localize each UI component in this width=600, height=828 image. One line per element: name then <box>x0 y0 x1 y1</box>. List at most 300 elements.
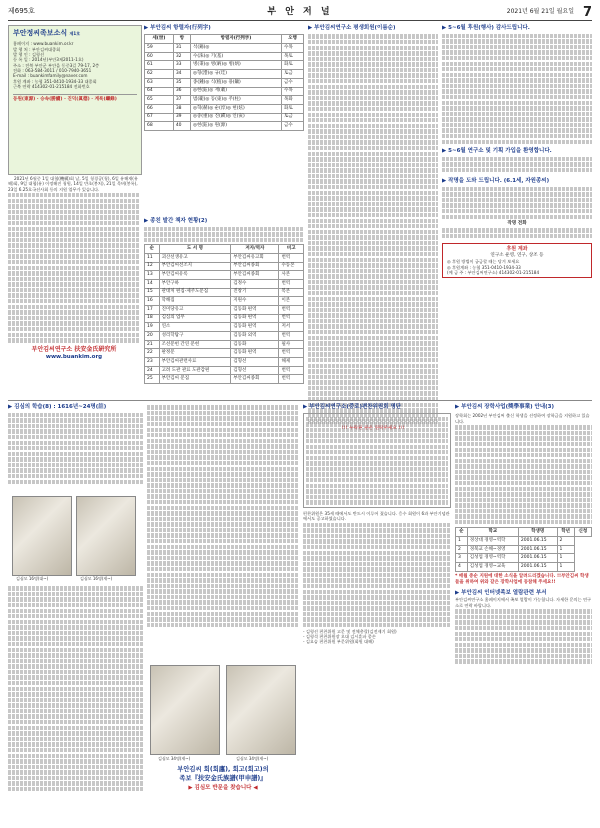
member-line <box>308 62 438 66</box>
table-cell: 금수 <box>281 78 303 87</box>
sec8-header-cell: 순 <box>456 528 468 537</box>
table-cell: 복본 <box>279 288 304 297</box>
member-line <box>308 280 438 284</box>
table-cell: 35 <box>173 78 190 87</box>
table-cell: 진미당유고 <box>159 305 231 314</box>
table-cell: 2 <box>557 537 574 546</box>
committee-line <box>306 461 448 465</box>
table-row <box>145 288 304 297</box>
committee-line <box>306 478 448 482</box>
table-cell: 토금 <box>281 70 303 79</box>
table-cell: 병(秉)◎ 병(昞)◎ 병(炳) <box>191 61 282 70</box>
table-cell: 2001.06.15 <box>518 554 557 563</box>
member-line <box>308 297 438 301</box>
table-cell: 4 <box>456 563 468 572</box>
member-line <box>308 196 438 200</box>
committee-line <box>306 450 448 454</box>
table-cell: 부안김씨종회 <box>231 375 279 384</box>
study-section <box>8 404 143 485</box>
member-line <box>308 152 438 156</box>
member-line <box>308 124 438 128</box>
masthead-info: 홈페이지 : www.buankim.or.kr 발 행 처 : 부안김씨대종회 발 행 인 : 김형선 등 록 일 : 2014년(부안3제2011-1호) 주소 : 전북 부안군 부안읍 동중3길 79-17, 2층 전화 : 063-584-3011 / 010-7940-3651 E-mail : buankimfamily@naver.com 후원 계좌 : 농협 351-0410-1934-33 대종회 근북 연락 414302-01-215184 전화번호 <box>13 41 100 89</box>
table-cell: ◎중(重)◎ 진(鎭)◎ 인(寅) <box>191 113 282 122</box>
member-line <box>308 79 438 83</box>
internet-genealogy-title: ▶ 부안김씨 인터넷족보 열람관련 부서 <box>455 589 547 596</box>
masthead-box <box>8 25 142 175</box>
member-line <box>308 347 438 351</box>
table-cell: 경상대 경영~역학 <box>467 537 518 546</box>
sec1-header-cell: 오행 <box>281 35 303 44</box>
member-line <box>308 113 438 117</box>
thanks-line <box>442 39 592 43</box>
table-cell: ◎현(鉉)◎ 재(載) <box>191 87 282 96</box>
intro-text: 2021년 6월중 1일 대협(機構)회 날, 5일 청경공(청), 6일 유해재(유해)회, 9일 대협(유) 이정해진 청원, 14일 반초(봉처), 21일 목버(봉록), 23일 6.25호국선사회 등의 지원 업무가 있습니다. 부안김씨연구소 扶安金氏硏究所 www.buankim.org <box>8 176 140 361</box>
naming-contact: 작명 전화 <box>507 221 527 227</box>
study-text-lower <box>8 585 143 793</box>
scholarship-table <box>455 527 592 571</box>
table-row <box>145 78 304 87</box>
table-cell: ◎현(鉉)◎ 원(源) <box>191 122 282 131</box>
thanks-line <box>442 112 592 116</box>
table-cell: 수(洙)◎ 기(基) <box>191 52 282 61</box>
table-cell: 김동화 외역 <box>231 332 279 341</box>
document-photo-4 <box>226 665 296 755</box>
table-cell: 62 <box>145 70 174 79</box>
member-line <box>308 207 438 211</box>
books-table <box>144 244 304 384</box>
table-cell: 번역 <box>279 366 304 375</box>
scholarship-section: ▶ 부안김씨 장학사업(獎學事業) 안내(3) 장학회는 2002년 부안김씨 출신 학생을 선정하여 장학금을 지원하고 있습니다. 순 학교 학생명 학년 신청 1 경상대 경영~역학 2001.06.15 2 2 경북교 손해~경영 2001.06.15 1 3 김성업 경영~역학 2001.06.15 1 4 김성업 경영~교육 2001.06.15 1 * 매월 중순 지원에 대한 소식을 알려드리겠습니다. !!부안김씨 학생들을 위하여 위와 같은 장학사업에 동참해 주세요!! ▶ 부안김씨 인터넷족보 열람관련 부서 부안김씨연구소 홈페이지에서 족보 열람이 가능합니다. 자세한 문의는 연구소로 연락 바랍니다. <box>455 404 592 665</box>
table-row <box>145 358 304 367</box>
member-line <box>308 191 438 195</box>
member-line <box>308 252 438 256</box>
table-cell: 김형선 <box>231 358 279 367</box>
member-line <box>308 230 438 234</box>
table-row <box>145 113 304 122</box>
table-cell: 부안김씨관련사료 <box>159 358 231 367</box>
table-cell: 김동화 편역 <box>231 323 279 332</box>
generation-table <box>144 34 304 131</box>
table-cell: 67 <box>145 113 174 122</box>
member-line <box>308 263 438 267</box>
table-cell: 판정문 <box>159 349 231 358</box>
table-row <box>145 253 304 262</box>
committee-line <box>306 433 448 437</box>
table-cell: ◎혁(赫)◎ 순(淳)◎ 현(炫) <box>191 104 282 113</box>
member-line <box>308 274 438 278</box>
sec2-header-cell: 순 <box>145 245 160 254</box>
table-cell: 석(錫)◎ <box>191 44 282 53</box>
members-title: ▶ 부안김씨연구소 평생회원(이름순) <box>308 25 396 31</box>
table-cell: 2001.06.15 <box>518 537 557 546</box>
table-cell: 61 <box>145 61 174 70</box>
table-cell: 31 <box>173 44 190 53</box>
member-line <box>308 324 438 328</box>
member-line <box>308 213 438 217</box>
member-line <box>308 140 438 144</box>
thanks-line <box>442 56 592 60</box>
member-line <box>308 302 438 306</box>
member-line <box>308 391 438 395</box>
table-cell: 금수 <box>281 122 303 131</box>
table-row <box>145 375 304 384</box>
table-cell: 번역 <box>279 349 304 358</box>
table-cell: 학해집 <box>159 297 231 306</box>
thanks-line <box>442 106 592 110</box>
member-line <box>308 352 438 356</box>
member-line <box>308 101 438 105</box>
table-cell: 1 <box>557 554 574 563</box>
member-line <box>308 386 438 390</box>
paper-title: 부 안 저 널 <box>267 7 333 17</box>
table-cell: 번역 <box>279 279 304 288</box>
committee-line <box>306 467 448 471</box>
table-cell: 20 <box>145 332 160 341</box>
table-cell: 목화 <box>281 96 303 105</box>
books-title: ▶ 종친 발간 책자 현황(2) <box>144 218 208 224</box>
table-row <box>145 332 304 341</box>
member-line <box>308 174 438 178</box>
table-cell: 부안김씨유록 <box>159 271 231 280</box>
table-row <box>145 52 304 61</box>
table-cell: 25 <box>145 375 160 384</box>
committee-line <box>306 439 448 443</box>
thanks-line <box>442 128 592 132</box>
sec1-header-row <box>145 35 304 44</box>
table-row <box>145 349 304 358</box>
committee-line <box>306 495 448 499</box>
committee-line <box>306 456 448 460</box>
table-cell: 연소 <box>159 323 231 332</box>
table-cell: 수목 <box>281 87 303 96</box>
sec2-header-row <box>145 245 304 254</box>
member-line <box>308 246 438 250</box>
table-cell: 21 <box>145 340 160 349</box>
thanks-line <box>442 140 592 144</box>
committee-line <box>306 484 448 488</box>
member-line <box>308 135 438 139</box>
join-title: ▶ 5~6월 연구소 및 기획 가입을 환영합니다. <box>442 147 552 154</box>
members-section <box>308 25 438 432</box>
thanks-line <box>442 89 592 93</box>
document-photo-2 <box>76 496 136 576</box>
thanks-line <box>442 95 592 99</box>
member-line <box>308 364 438 368</box>
table-cell: 김형선 <box>231 366 279 375</box>
institute-sign: 부안김씨연구소 扶安金氏硏究所 <box>31 345 117 353</box>
table-cell: 33 <box>173 61 190 70</box>
generation-section <box>144 25 304 131</box>
member-line <box>308 358 438 362</box>
table-cell: 2001.06.15 <box>518 545 557 554</box>
member-line <box>308 269 438 273</box>
table-cell: 39 <box>173 113 190 122</box>
scholarship-notice: * 매월 중순 지원에 대한 소식을 알려드리겠습니다. !!부안김씨 학생들을 위하여 위와 같은 장학사업에 동참해 주세요!! <box>455 573 589 585</box>
table-cell: 해제 <box>279 358 304 367</box>
thanks-line <box>442 84 592 88</box>
table-cell: 김정수 <box>231 279 279 288</box>
table-cell: 12 <box>145 262 160 271</box>
generation-title: ▶ 부안김씨 항렬자(行列字) <box>144 25 211 31</box>
table-cell: 부안김씨종회 <box>231 262 279 271</box>
table-row <box>145 87 304 96</box>
table-cell: 김동화 편역 <box>231 314 279 323</box>
thanks-line <box>442 34 592 38</box>
support-box: 후원 계좌 연구소 운영, 연구, 상조 등 ◎ 후원 방법이 궁금할 때는 당겨 보세요 ◎ 후원계좌 : 농협 351-0410-1934-33 (예 금 주 : 부안김씨연구소) 414302-01-215184 <box>442 243 592 278</box>
table-cell: 번역 <box>279 253 304 262</box>
table-cell: 번역 <box>279 332 304 341</box>
table-cell: 김심의 업무 <box>159 314 231 323</box>
table-row <box>145 122 304 131</box>
table-cell: 65 <box>145 96 174 105</box>
masthead-tags: 동원(東源) · 승속(勝續) · 진덕(眞德) · 계록(繼錄) <box>13 94 137 103</box>
table-cell: 이본 <box>279 297 304 306</box>
books-section <box>144 218 304 384</box>
table-cell: 부안김씨선조지 <box>159 262 231 271</box>
table-row <box>145 279 304 288</box>
member-line <box>308 369 438 373</box>
committee-line <box>306 417 448 421</box>
member-line <box>308 68 438 72</box>
table-row <box>145 297 304 306</box>
table-row <box>145 271 304 280</box>
table-cell: 고려 도관 관료 도관감편 <box>159 366 231 375</box>
naming-title: ▶ 작명을 도와 드립니다. (6.1세, 자원종씨) <box>442 178 550 185</box>
member-line <box>308 168 438 172</box>
masthead-title: 부안정씨족보소식 제1호 <box>13 29 81 37</box>
committee-line <box>306 422 448 426</box>
thanks-section <box>442 25 592 278</box>
table-cell: 34 <box>173 70 190 79</box>
table-cell: 40 <box>173 122 190 131</box>
thanks-line <box>442 73 592 77</box>
table-cell: 성리학탐구 <box>159 332 231 341</box>
issue-date: 2021년 6월 21일 월요일 <box>506 8 574 15</box>
table-cell: 관대처 편집-제주도문집 <box>159 288 231 297</box>
member-line <box>308 185 438 189</box>
table-cell: 37 <box>173 96 190 105</box>
member-line <box>308 179 438 183</box>
table-cell: 3 <box>456 554 468 563</box>
table-cell: 번역 <box>279 314 304 323</box>
thanks-line <box>442 45 592 49</box>
sec8-header-cell: 신청 <box>574 528 591 537</box>
table-cell: 진창기 <box>231 288 279 297</box>
table-cell: 조선문헌 간연 문헌 <box>159 340 231 349</box>
table-cell: 68 <box>145 122 174 131</box>
issue-number: 제695호 <box>8 7 35 15</box>
table-row <box>145 305 304 314</box>
member-line <box>308 146 438 150</box>
table-row <box>145 104 304 113</box>
table-cell: 부안구하 <box>159 279 231 288</box>
table-cell: 36 <box>173 87 190 96</box>
committee-line <box>306 445 448 449</box>
table-cell: 부안김씨유고회 <box>231 253 279 262</box>
photo-caption-4: 김심모 34명(제~) <box>236 756 269 761</box>
member-line <box>308 51 438 55</box>
member-line <box>308 163 438 167</box>
page-number: 7 <box>582 5 592 20</box>
table-cell: 김동화 <box>231 340 279 349</box>
thanks-line <box>442 62 592 66</box>
sec8-header-cell: 학생명 <box>518 528 557 537</box>
table-cell: 2001.06.15 <box>518 563 557 572</box>
table-row <box>145 323 304 332</box>
sec1-header-cell: 항렬자(行列字) <box>191 35 282 44</box>
table-row <box>145 96 304 105</box>
sec8-header-cell: 학년 <box>557 528 574 537</box>
member-line <box>308 336 438 340</box>
committee-line <box>306 500 448 504</box>
table-cell: 저서 <box>279 323 304 332</box>
table-cell: 1 <box>456 537 468 546</box>
sec8-header-row <box>456 528 592 537</box>
member-line <box>308 341 438 345</box>
thanks-line <box>442 50 592 54</box>
table-cell: 김동화 편역 <box>231 305 279 314</box>
table-cell: 18 <box>145 314 160 323</box>
table-row <box>145 44 304 53</box>
table-cell: 32 <box>173 52 190 61</box>
table-row <box>145 61 304 70</box>
photo-caption-2: 김심모 16명(제~) <box>80 576 113 581</box>
table-cell: 경북교 손해~경영 <box>467 545 518 554</box>
member-line <box>308 57 438 61</box>
table-cell: 13 <box>145 271 160 280</box>
table-cell: 김성업 경영~역학 <box>467 554 518 563</box>
member-line <box>308 380 438 384</box>
member-line <box>308 313 438 317</box>
table-cell: 번역 <box>279 375 304 384</box>
member-line <box>308 235 438 239</box>
table-cell: 16 <box>145 297 160 306</box>
table-cell: 22 <box>145 349 160 358</box>
table-cell: 수동본 <box>279 262 304 271</box>
member-line <box>308 34 438 38</box>
member-line <box>308 129 438 133</box>
table-cell: 화토 <box>281 61 303 70</box>
member-line <box>308 118 438 122</box>
table-cell: 19 <box>145 323 160 332</box>
table-row <box>456 545 592 554</box>
table-cell: 17 <box>145 305 160 314</box>
member-line <box>308 319 438 323</box>
table-cell: ◎형(灐)◎ 규(珪) <box>191 70 282 79</box>
table-cell: 1 <box>557 563 574 572</box>
member-line <box>308 224 438 228</box>
table-row <box>145 340 304 349</box>
thanks-line <box>442 78 592 82</box>
table-cell: 번역 <box>279 305 304 314</box>
sec1-header-cell: 세(世) <box>145 35 174 44</box>
genealogy-heading: 부안김씨 회(회廛), 회고(회고)의 족보『扶安金氏族譜(甲申譜)』 ▶ 김심모 반문을 찾습니다 ◀ <box>177 766 269 791</box>
member-line <box>308 202 438 206</box>
table-row <box>145 314 304 323</box>
member-line <box>308 258 438 262</box>
thanks-line <box>442 123 592 127</box>
table-cell: 24 <box>145 366 160 375</box>
member-line <box>308 40 438 44</box>
table-cell: 종(鍾)◎ 식(植)◎ 용(鏞) <box>191 78 282 87</box>
sec8-header-cell: 학교 <box>467 528 518 537</box>
sec2-header-cell: 저자/역자 <box>231 245 279 254</box>
thanks-line <box>442 101 592 105</box>
photo-caption-3: 김심모 34명(제~) <box>158 756 191 761</box>
thanks-line <box>442 67 592 71</box>
member-line <box>308 330 438 334</box>
committee-line <box>306 489 448 493</box>
table-cell: 부안김씨 문집 <box>159 375 231 384</box>
table-cell: 14 <box>145 279 160 288</box>
table-cell: 63 <box>145 78 174 87</box>
scholarship-title: ▶ 부안김씨 장학사업(獎學事業) 안내(3) <box>455 404 554 410</box>
table-cell: 범(範)◎ 동(東)◎ 주(柱) <box>191 96 282 105</box>
table-cell: 11 <box>145 253 160 262</box>
thanks-title: ▶ 5~6월 후원(행사) 감사드립니다. <box>442 25 530 31</box>
table-cell: 64 <box>145 87 174 96</box>
thanks-line <box>442 117 592 121</box>
member-line <box>308 46 438 50</box>
sec2-header-cell: 도 서 명 <box>159 245 231 254</box>
member-line <box>308 157 438 161</box>
table-cell: 59 <box>145 44 174 53</box>
table-cell: 김성업 경영~교육 <box>467 563 518 572</box>
sec2-header-cell: 비고 <box>279 245 304 254</box>
table-cell: 66 <box>145 104 174 113</box>
member-line <box>308 73 438 77</box>
member-line <box>308 85 438 89</box>
committee-line <box>306 472 448 476</box>
table-row <box>456 563 592 572</box>
table-cell: 필사 <box>279 340 304 349</box>
document-photo-1 <box>12 496 72 576</box>
document-photo-3 <box>150 665 220 755</box>
table-row <box>145 366 304 375</box>
member-line <box>308 96 438 100</box>
table-cell: 김동화 편역 <box>231 349 279 358</box>
table-cell: 부안김씨종회 <box>231 271 279 280</box>
committee-section: ▶ 부안김씨연구소(중로)편찬위원회 명단 편찬위원은 35세 때에서도 반드시 이루어 졌습니다. 응수 회원이 6과 부안기념관에서도 공고하였습니다. - 김형선 편찬위원 고문 및 전체총괄(김전제기 회원) - 김형석 편찬위원장 오대 김시훈파 종손 - 김요습 편찬위원 부문위원(회원 대해) <box>303 404 450 645</box>
table-row <box>456 537 592 546</box>
member-line <box>308 90 438 94</box>
table-cell: 화토 <box>281 104 303 113</box>
table-cell: 사본 <box>279 271 304 280</box>
table-row <box>145 70 304 79</box>
page-header <box>8 6 592 21</box>
table-cell: 1 <box>557 545 574 554</box>
genealogy-text <box>147 404 299 628</box>
member-line <box>308 219 438 223</box>
table-cell: 23 <box>145 358 160 367</box>
committee-title: ▶ 부안김씨연구소(중로)편찬위원회 명단 <box>303 404 402 410</box>
member-line <box>308 291 438 295</box>
sec1-header-cell: 항 <box>173 35 190 44</box>
table-cell: 2 <box>456 545 468 554</box>
institute-url[interactable]: www.buankim.org <box>45 353 103 360</box>
member-line <box>308 375 438 379</box>
table-cell: 토금 <box>281 113 303 122</box>
table-row <box>145 262 304 271</box>
member-line <box>308 308 438 312</box>
member-line <box>308 285 438 289</box>
member-line <box>308 107 438 111</box>
table-cell: 지원수 <box>231 297 279 306</box>
thanks-line <box>442 134 592 138</box>
table-cell: 목토 <box>281 52 303 61</box>
table-cell: 60 <box>145 52 174 61</box>
table-cell: 38 <box>173 104 190 113</box>
